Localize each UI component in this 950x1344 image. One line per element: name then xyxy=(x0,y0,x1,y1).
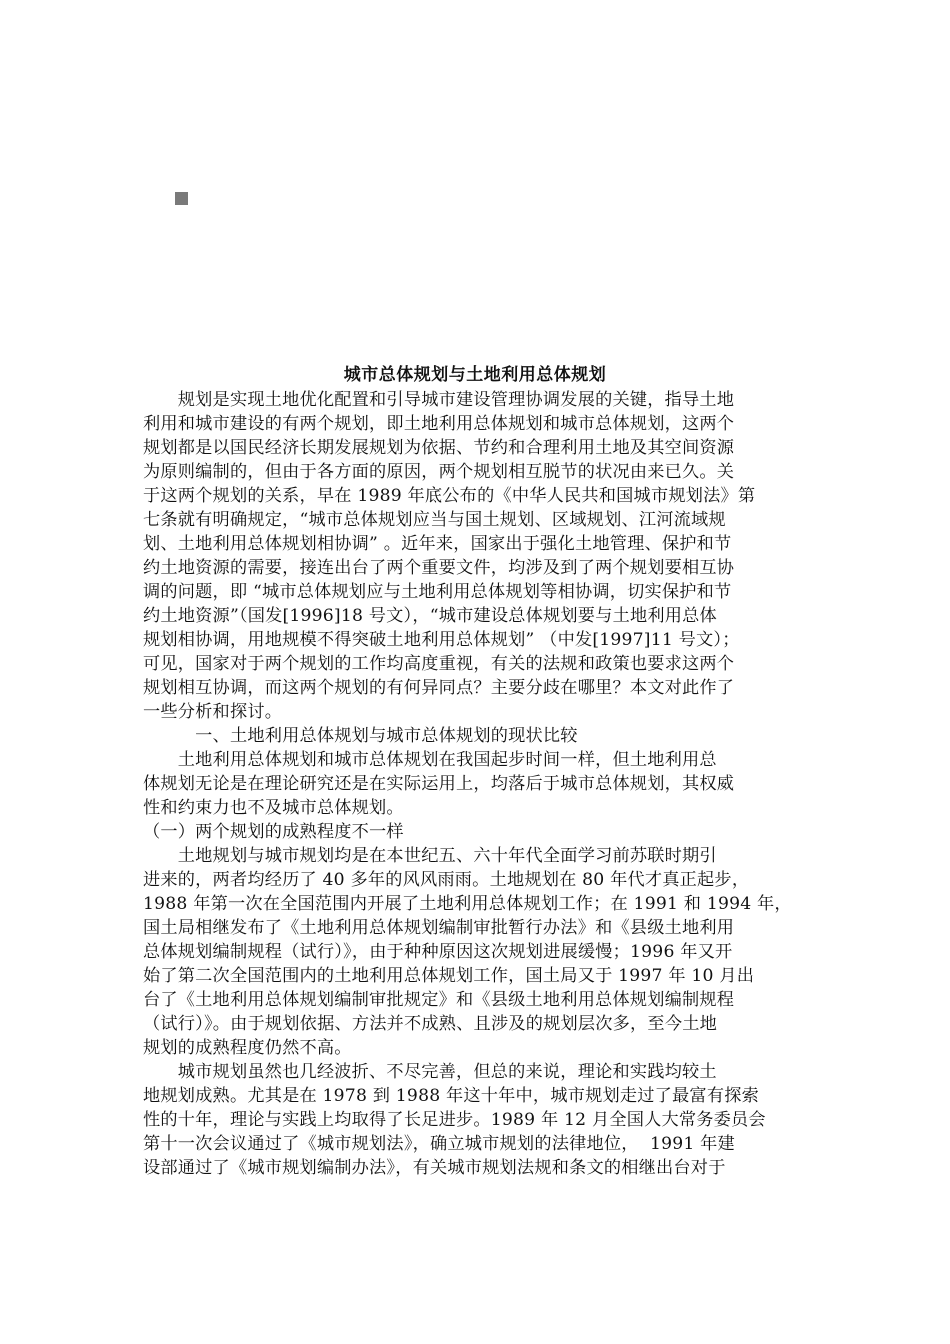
section-heading: 一、土地利用总体规划与城市总体规划的现状比较 xyxy=(143,726,578,746)
paragraph-line: 利用和城市建设的有两个规划，即土地利用总体规划和城市总体规划，这两个 xyxy=(143,414,735,434)
paragraph-line: 总体规划编制规程（试行）》，由于种种原因这次规划进展缓慢；1996 年又开 xyxy=(143,942,733,962)
paragraph-line: 规划相互协调，而这两个规划的有何异同点？主要分歧在哪里？本文对此作了 xyxy=(143,678,735,698)
paragraph-line: 进来的，两者均经历了 40 多年的风风雨雨。土地规划在 80 年代才真正起步， xyxy=(143,870,750,890)
paragraph-line: 规划是实现土地优化配置和引导城市建设管理协调发展的关键，指导土地 xyxy=(143,390,735,410)
paragraph-line: 规划的成熟程度仍然不高。 xyxy=(143,1038,352,1058)
paragraph-line: 可见，国家对于两个规划的工作均高度重视，有关的法规和政策也要求这两个 xyxy=(143,654,735,674)
paragraph-line: 划、土地利用总体规划相协调” 。近年来，国家出于强化土地管理、保护和节 xyxy=(143,534,732,554)
paragraph-line: 约土地资源”（国发[1996]18 号文），“城市建设总体规划要与土地利用总体 xyxy=(143,606,717,626)
paragraph-line: 第十一次会议通过了《城市规划法》，确立城市规划的法律地位， 1991 年建 xyxy=(143,1134,735,1154)
subsection-heading: （一）两个规划的成熟程度不一样 xyxy=(143,822,404,842)
paragraph-line: 为原则编制的，但由于各方面的原因，两个规划相互脱节的状况由来已久。关 xyxy=(143,462,735,482)
paragraph-line: 约土地资源的需要，接连出台了两个重要文件，均涉及到了两个规划要相互协 xyxy=(143,558,735,578)
paragraph-line: 一些分析和探讨。 xyxy=(143,702,283,722)
paragraph-line: 性和约束力也不及城市总体规划。 xyxy=(143,798,404,818)
paragraph-line: 始了第二次全国范围内的土地利用总体规划工作，国土局又于 1997 年 10 月出 xyxy=(143,966,755,986)
paragraph-line: （试行）》。由于规划依据、方法并不成熟、且涉及的规划层次多，至今土地 xyxy=(143,1014,717,1034)
paragraph-line: 城市规划虽然也几经波折、不尽完善，但总的来说，理论和实践均较土 xyxy=(143,1062,717,1082)
paragraph-line: 七条就有明确规定，“城市总体规划应当与国土规划、区域规划、江河流域规 xyxy=(143,510,726,530)
paragraph-line: 于这两个规划的关系，早在 1989 年底公布的《中华人民共和国城市规划法》第 xyxy=(143,486,756,506)
paragraph-line: 性的十年，理论与实践上均取得了长足进步。1989 年 12 月全国人大常务委员会 xyxy=(143,1110,766,1130)
paragraph-line: 设部通过了《城市规划编制办法》，有关城市规划法规和条文的相继出台对于 xyxy=(143,1158,726,1178)
paragraph-line: 调的问题，即 “城市总体规划应与土地利用总体规划等相协调，切实保护和节 xyxy=(143,582,732,602)
paragraph-line: 规划相协调，用地规模不得突破土地利用总体规划” （中发[1997]11 号文）； xyxy=(143,630,740,650)
paragraph-line: 地规划成熟。尤其是在 1978 到 1988 年这十年中，城市规划走过了最富有探索 xyxy=(143,1086,759,1106)
paragraph-line: 台了《土地利用总体规划编制审批规定》和《县级土地利用总体规划编制规程 xyxy=(143,990,735,1010)
paragraph-line: 1988 年第一次在全国范围内开展了土地利用总体规划工作；在 1991 和 1994 年， xyxy=(143,894,792,914)
square-bullet-icon xyxy=(175,192,188,205)
paragraph-line: 土地规划与城市规划均是在本世纪五、六十年代全面学习前苏联时期引 xyxy=(143,846,717,866)
paragraph-line: 规划都是以国民经济长期发展规划为依据、节约和合理利用土地及其空间资源 xyxy=(143,438,735,458)
paragraph-line: 土地利用总体规划和城市总体规划在我国起步时间一样，但土地利用总 xyxy=(143,750,717,770)
document-title: 城市总体规划与土地利用总体规划 xyxy=(343,365,607,385)
paragraph-line: 国土局相继发布了《土地利用总体规划编制审批暂行办法》和《县级土地利用 xyxy=(143,918,735,938)
paragraph-line: 体规划无论是在理论研究还是在实际运用上，均落后于城市总体规划，其权威 xyxy=(143,774,735,794)
